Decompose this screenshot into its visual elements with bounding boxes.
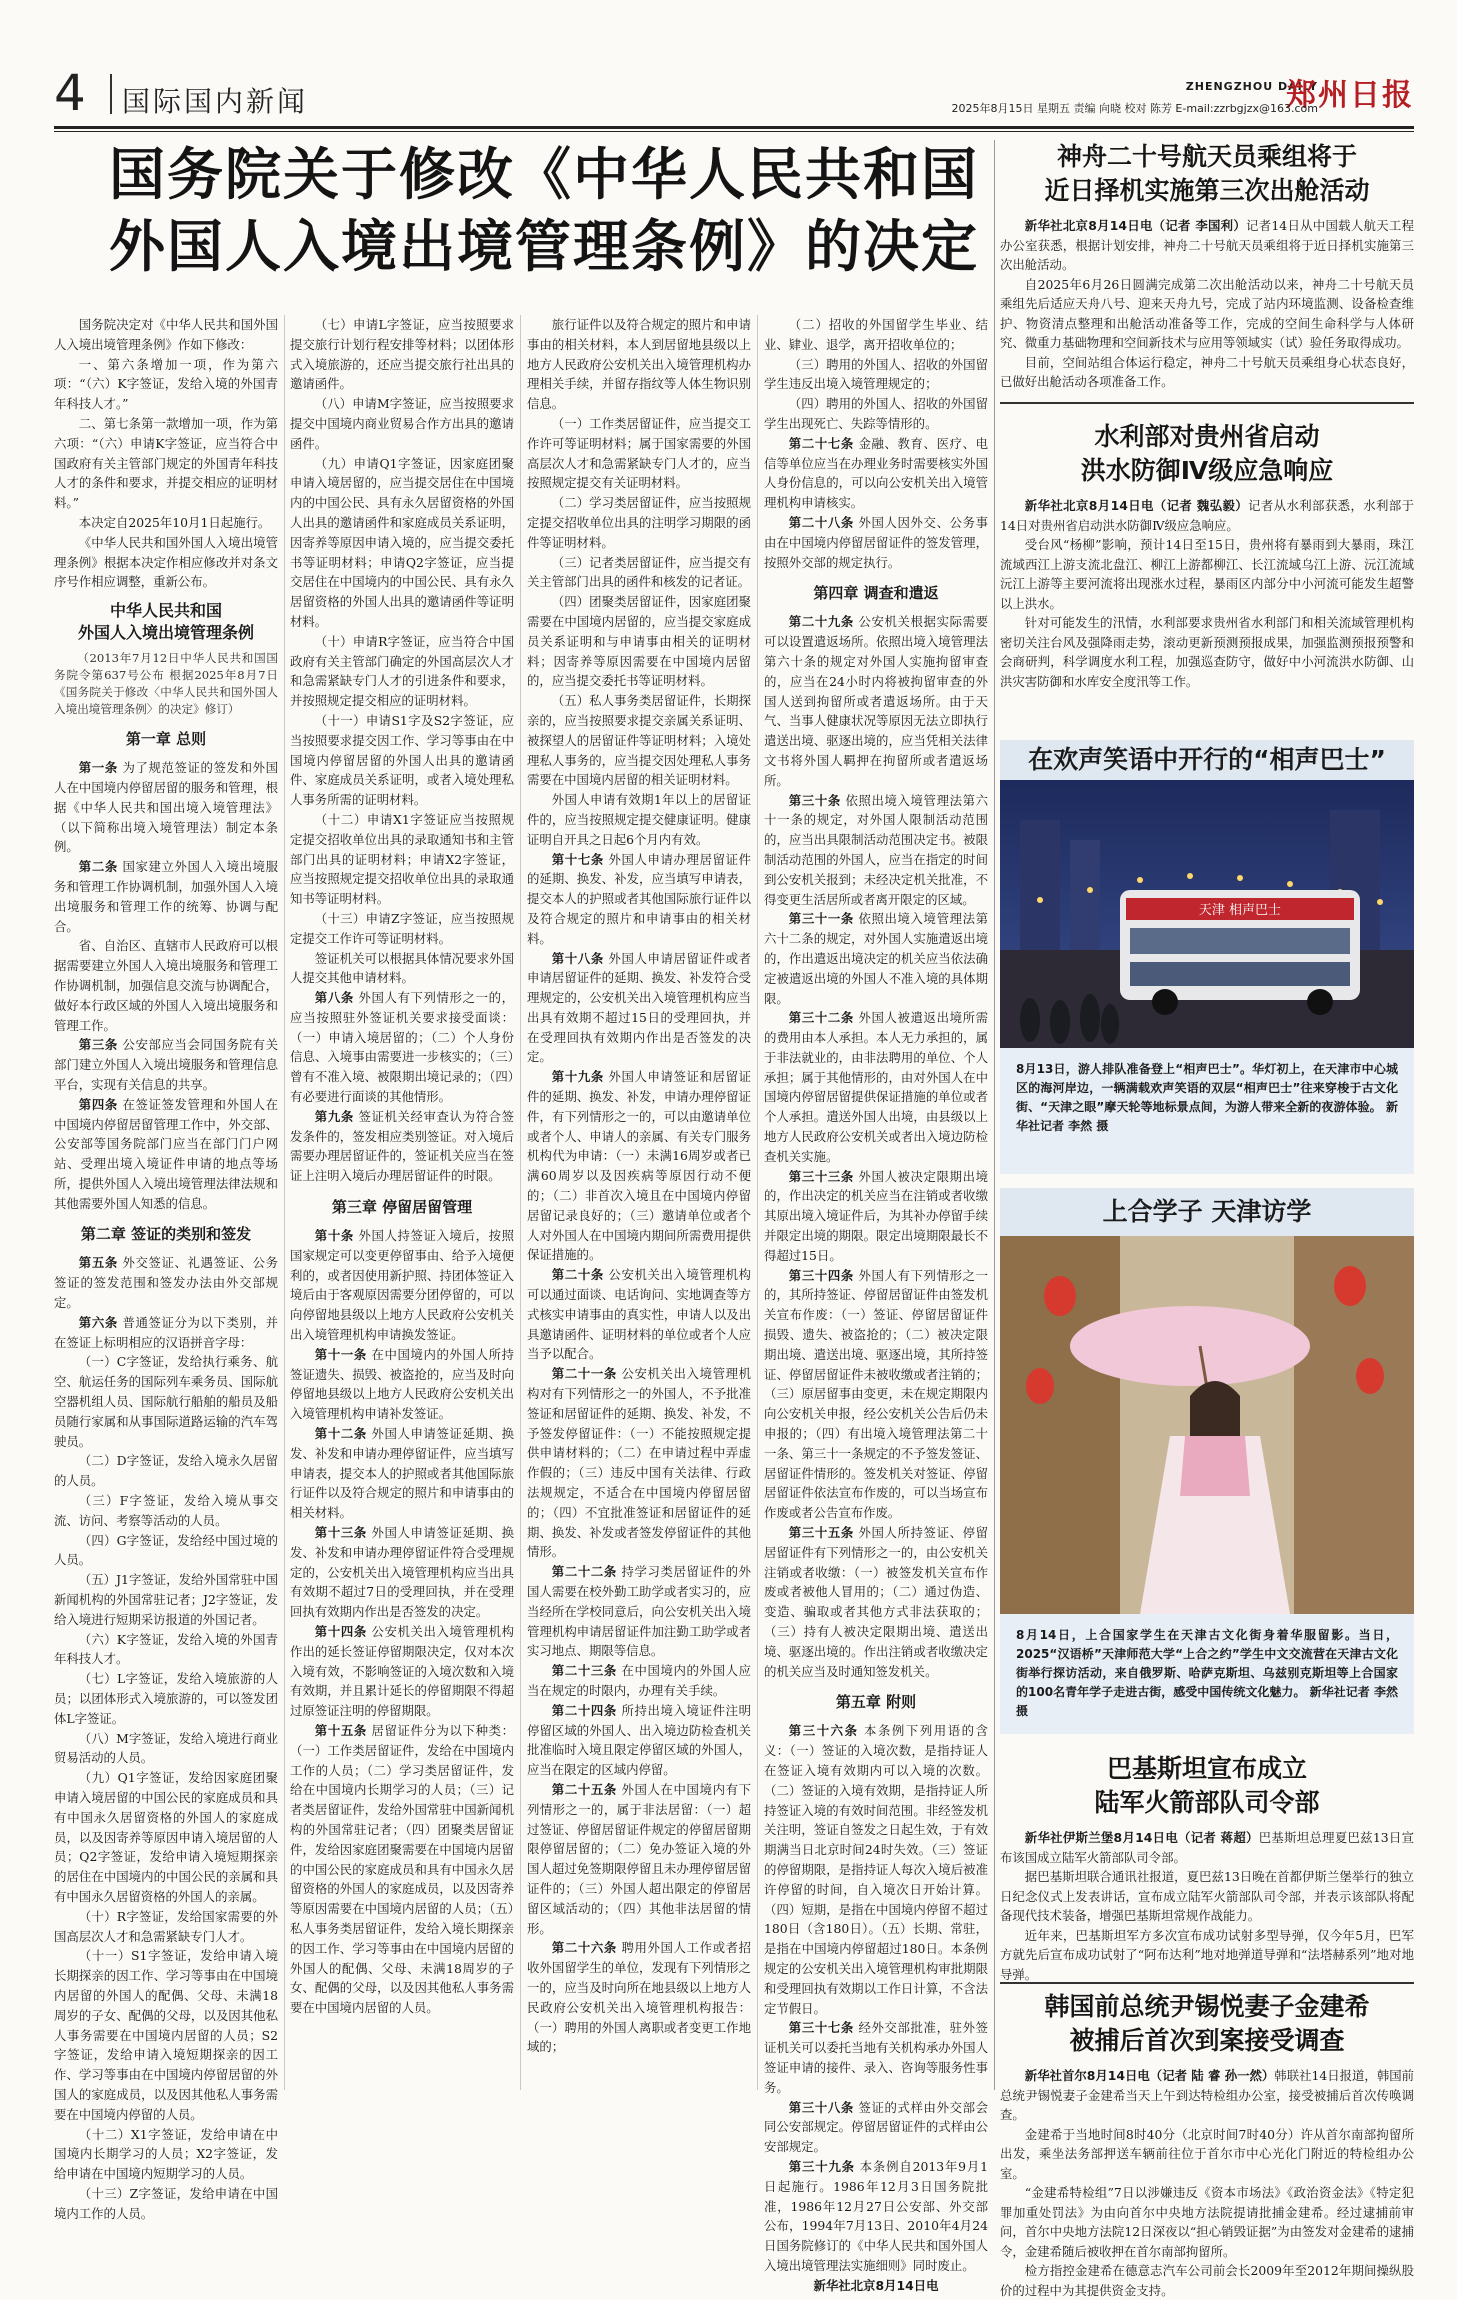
article-number: 第十七条: [551, 851, 604, 867]
paper-umbrella: [1070, 1306, 1310, 1386]
article-number: 第三十八条: [788, 2099, 854, 2115]
right-column-divider: [994, 140, 995, 2090]
article-paragraph: [764, 2018, 988, 2097]
article-number: 第十五条: [314, 1722, 367, 1738]
regulation-title-line1: 中华人民共和国: [109, 601, 222, 621]
list-item: （一）C字签证，发给执行乘务、航空、航运任务的国际列车乘务员、国际航空器机组人员、国际航行船舶的船员及船员随行家属和从事国际道路运输的汽车驾驶员。: [54, 1354, 278, 1449]
article-paragraph: [54, 1035, 278, 1094]
header-rule-thin: [54, 131, 1414, 132]
list-item: （七）L字签证，发给入境旅游的人员；以团体形式入境旅游的，可以签发团体L字签证。: [54, 1671, 278, 1726]
article-paragraph: [764, 513, 988, 572]
article-text: 外国人在中国境内有下列情形之一的，属于非法居留：（一）超过签证、停留居留证件规定的停留居留期限停留居留的；（二）免办签证入境的外国人超过免签期限停留且未办理停留居留证件的；（三）外国人超出限定的停留居留区域活动的；（四）其他非法居留的情形。: [527, 1781, 752, 1936]
article-text: 外国人被决定限期出境的，作出决定的机关应当在注销或者收缴其原出境入境证件后，为其补办停留手续并限定出境的期限。限定出境期限最长不得超过15日。: [764, 1168, 989, 1263]
list-item: （十三）Z字签证，发给申请在中国境内工作的人员。: [54, 2185, 278, 2221]
article-text: 经外交部批准，驻外签证机关可以委托当地有关机构承办外国人签证申请的接件、录入、咨询等服务性事务。: [764, 2020, 989, 2095]
headline-line: 近日择机实施第三次出舱活动: [1044, 176, 1370, 205]
list-item: 旅行证件以及符合规定的照片和申请事由的相关材料，本人到居留地县级以上地方人民政府公安机关出入境管理机构办理相关手续，并留存指纹等人体生物识别信息。: [527, 317, 751, 412]
article-number: 第二十一条: [551, 1366, 617, 1382]
intro-paragraph: 国务院决定对《中华人民共和国外国人入境出境管理条例》作如下修改：: [54, 317, 278, 352]
article-number: 第三十四条: [788, 1267, 854, 1283]
page-number: 4: [54, 64, 86, 122]
photo-credit: 新华社记者 李然 摄: [1016, 1100, 1398, 1133]
building: [1020, 820, 1060, 950]
article-number: 第十三条: [314, 1525, 367, 1541]
story-text: 巴基斯坦总理夏巴兹13日宣布该国成立陆军火箭部队司令部。: [1000, 1830, 1414, 1865]
article-paragraph: [527, 1067, 751, 1265]
article-text: 外国人持签证入境后，按照国家规定可以变更停留事由、给予入境便利的，或者因使用新护照、持团体签证入境后由于客观原因需要分团停留的，可以向停留地县级以上地方人民政府公安机关出入境管理机构申请换发签证。: [290, 1228, 515, 1343]
article-number: 第三十九条: [788, 2158, 855, 2174]
list-item: （六）K字签证，发给入境的外国青年科技人才。: [54, 1631, 278, 1667]
article-number: 第二条: [78, 859, 118, 875]
article-number: 第四条: [78, 1096, 118, 1112]
bus-upper-windows: [1130, 928, 1350, 954]
story-paragraph: 近年来，巴基斯坦军方多次宣布成功试射多型导弹，仅今年5月，巴军方就先后宣布成功试射了“阿布达利”地对地弹道导弹和“法塔赫系列”地对地导弹。: [1000, 1927, 1414, 1982]
article-number: 第八条: [314, 990, 354, 1006]
story-paragraph: 受台风“杨柳”影响，预计14日至15日，贵州将有暴雨到大暴雨，珠江流域西江上游支流北盘江、柳江上游都柳江、长江流域乌江上游、沅江流域沅江上游等主要河流将出现涨水过程，暴雨区内部分中小河流可能发生超警以上洪水。: [1000, 537, 1414, 611]
photo-caption: [1000, 1618, 1414, 1731]
story-paragraph: “金建希特检组”7日以涉嫌违反《资本市场法》《政治资金法》《特定犯罪加重处罚法》为由向首尔中央地方法院提请批捕金建希。经过逮捕前审问，首尔中央地方法院12日深夜以“担心销毁证据”为由签发对金建希的逮捕令，金建希随后被收押在首尔南部拘留所。: [1000, 2185, 1414, 2259]
article-paragraph: [290, 1424, 514, 1523]
photo-caption: [1000, 1052, 1414, 1146]
story-dateline: 新华社北京8月14日电（记者 魏弘毅）: [1024, 498, 1249, 513]
masthead-logo: 郑州日报: [1286, 78, 1414, 113]
hanfu-sash: [1180, 1436, 1250, 1496]
list-item: （二）D字签证，发给入境永久居留的人员。: [54, 1453, 278, 1489]
story-paragraph: [1000, 216, 1414, 275]
list-item: （三）记者类居留证件，应当提交有关主管部门出具的函件和核发的记者证。: [527, 554, 751, 590]
photo-headline: 在欢声笑语中开行的“相声巴士”: [1000, 740, 1414, 780]
article-text: 依照出境入境管理法第六十二条的规定，对外国人实施遣返出境的，作出遣返出境决定的机关应当依法确定被遣返出境的外国人不准入境的具体期限。: [764, 911, 989, 1006]
article-paragraph: [290, 1622, 514, 1721]
story-dateline: 新华社首尔8月14日电（记者 陆 睿 孙一然）: [1024, 2068, 1275, 2083]
story-text: 记者从水利部获悉，水利部于14日对贵州省启动洪水防御Ⅳ级应急响应。: [1000, 498, 1415, 533]
headline-line: 被捕后首次到案接受调查: [1069, 2026, 1345, 2055]
caption-text: 8月14日，上合国家学生在天津古文化街身着华服留影。当日，2025“汉语桥”天津师范大学“上合之约”学生中文交流营在天津古文化街举行探访活动，来自俄罗斯、哈萨克斯坦、乌兹别克斯坦等上合国家的100名青年学子走进古街，感受中国传统文化魅力。: [1016, 1628, 1398, 1699]
student-photo: [1000, 1236, 1414, 1614]
article-number: 第三十三条: [788, 1168, 854, 1184]
article-text: 外国人有下列情形之一的，应当按照驻外签证机关要求接受面谈：（一）申请入境居留的；（二）个人身份信息、入境事由需要进一步核实的；（三）曾有不准入境、被限期出境记录的；（四）有必要进行面谈的其他情形。: [290, 990, 515, 1105]
article-number: 第二十七条: [788, 435, 854, 451]
story-paragraph: [1000, 2066, 1414, 2125]
article-paragraph: [764, 1523, 988, 1681]
story-paragraph: 目前，空间站组合体运行稳定，神舟二十号航天员乘组身心状态良好，已做好出舱活动各项准备工作。: [1000, 354, 1414, 389]
article-text: 公安机关根据实际需要可以设置遣返场所。依照出境入境管理法第六十条的规定对外国人实施拘留审查的，应当在24小时内将被拘留审查的外国人送到拘留所或者遣返场所。由于天气、当事人健康状况等原因无法立即执行遣送出境、驱逐出境的，应当凭相关法律文书将外国人羁押在拘留所或者遣返场所。: [764, 614, 989, 788]
list-item: （九）申请Q1字签证，因家庭团聚申请入境居留的，应当提交居住在中国境内的中国公民、具有永久居留资格的外国人出具的邀请函件和家庭成员关系证明，因寄养等原因申请入境的，应当提交委托书等证明材料；申请Q2字签证，应当提交居住在中国境内的中国公民、具有永久居留资格的外国人出具的邀请函件等证明材料。: [290, 455, 514, 629]
article-text: 公安部应当会同国务院有关部门建立外国人入境出境服务和管理信息平台，实现有关信息的共享。: [54, 1037, 279, 1092]
story-paragraph: [1000, 1828, 1414, 1867]
article-text: 公安机关出入境管理机构作出的延长签证停留期限决定，仅对本次入境有效，不影响签证的入境次数和入境有效期，并且累计延长的停留期限不得超过原签证注明的停留期限。: [290, 1624, 515, 1719]
article-text: 外国人申请签证延期、换发、补发和申请办理停留证件符合受理规定的，公安机关出入境管理机构应当出具有效期不超过7日的受理回执，并在受理回执有效期内作出是否签发的决定。: [290, 1525, 515, 1620]
article-paragraph: [54, 857, 278, 936]
article-number: 第五条: [78, 1255, 118, 1271]
story-paragraph: 检方指控金建希在德意志汽车公司前会长2009年至2012年期间操纵股价的过程中为其提供资金支持。: [1000, 2263, 1414, 2298]
story-flood: [1000, 420, 1414, 691]
intro-paragraph: 《中华人民共和国外国人入境出境管理条例》根据本决定作相应修改并对条文序号作相应调整，重新公布。: [54, 534, 278, 590]
masthead-english: ZHENGZHOU DAILY: [1185, 80, 1318, 93]
story-paragraph: [1000, 496, 1414, 535]
article-number: 第十条: [314, 1228, 354, 1244]
article-text: 外国人有下列情形之一的，其所持签证、停留居留证件由签发机关宣布作废：（一）签证、停留居留证件损毁、遗失、被盗抢的；（二）被决定限期出境、遣送出境、驱逐出境，其所持签证、停留居留证件未被收缴或者注销的；（三）原居留事由变更，未在规定期限内向公安机关申报，经公安机关公告后仍未申报的；（四）有出境入境管理法第二十一条、第三十一条规定的不予签发签证、居留证件情形的。签发机关对签证、停留居留证件依法宣布作废的，可以当场宣布作废或者公告宣布作废。: [764, 1267, 989, 1521]
article-number: 第二十条: [551, 1267, 604, 1283]
article-number: 第三十条: [788, 792, 841, 808]
story-dateline: 新华社伊斯兰堡8月14日电（记者 蒋超）: [1024, 1830, 1259, 1845]
photo-credit: 新华社记者 李然 摄: [1016, 1685, 1398, 1718]
article-number: 第二十八条: [788, 514, 854, 530]
article-paragraph: [764, 2098, 988, 2157]
story-body: [1000, 1828, 1414, 1982]
bus-photo: [1000, 780, 1414, 1048]
article-number: 第二十九条: [788, 614, 854, 630]
list-item: （十三）申请Z字签证，应当按照规定提交工作许可等证明材料。: [290, 910, 514, 946]
photo-headline: 上合学子 天津访学: [1000, 1188, 1414, 1236]
article-text: 在中国境内的外国人应当在规定的时限内，办理有关手续。: [527, 1663, 752, 1698]
article-text: 居留证件分为以下种类：（一）工作类居留证件，发给在中国境内工作的人员；（二）学习类居留证件，发给在中国境内长期学习的人员；（三）记者类居留证件，发给外国常驻中国新闻机构的外国常驻记者；（四）团聚类居留证件，发给因家庭团聚需要在中国境内居留的中国公民的家庭成员和具有中国永久居留资格的外国人的家庭成员，以及因寄养等原因需要在中国境内居留的人员；（五）私人事务类居留证件，发给入境长期探亲的因工作、学习等事由在中国境内居留的外国人的配偶、父母、未满18周岁的子女、配偶的父母，以及因其他私人事务需要在中国境内居留的人员。: [290, 1722, 515, 2016]
article-text: 外国人所持签证、停留居留证件有下列情形之一的，由公安机关注销或者收缴：（一）被签发机关宣布作废或者被他人冒用的；（二）通过伪造、变造、骗取或者其他方式非法获取的；（三）持有人被决定限期出境、遣送出境、驱逐出境的。作出注销或者收缴决定的机关应当及时通知签发机关。: [764, 1525, 989, 1679]
article-text: 所持出境入境证件注明停留区域的外国人、出入境边防检查机关批准临时入境且限定停留区域的外国人，应当在限定的区域内停留。: [527, 1702, 752, 1778]
story-shenzhou: [1000, 140, 1414, 392]
list-item: 外国人申请有效期1年以上的居留证件的，应当按照规定提交健康证明。健康证明自开具之日起6个月内有效。: [527, 792, 751, 847]
bus-lower-windows: [1130, 962, 1350, 986]
chapter-heading: 第一章 总则: [125, 730, 207, 749]
article-paragraph: [290, 1226, 514, 1345]
article-number: 第十一条: [314, 1346, 367, 1362]
main-headline: [54, 140, 1034, 284]
article-paragraph: [764, 909, 988, 1008]
list-item: （十二）申请X1字签证应当按照规定提交招收单位出具的录取通知书和主管部门出具的证明材料；申请X2字签证，应当按照规定提交招收单位出具的录取通知书等证明材料。: [290, 811, 514, 907]
chapter-heading: 第五章 附则: [835, 1693, 917, 1712]
story-body: [1000, 2066, 1414, 2300]
article-number: 第二十二条: [551, 1564, 617, 1580]
article-paragraph: [527, 1701, 751, 1780]
headline-line: 洪水防御Ⅳ级应急响应: [1080, 456, 1334, 485]
story-body: [1000, 496, 1414, 691]
article-paragraph: [764, 1721, 988, 2018]
story-crosstalk-bus: [1000, 740, 1414, 1174]
article-paragraph: [764, 434, 988, 513]
list-item: （三）聘用的外国人、招收的外国留学生违反出境入境管理规定的；: [764, 356, 988, 392]
article-paragraph: [527, 949, 751, 1068]
article-paragraph: [764, 791, 988, 910]
list-item: （四）团聚类居留证件，因家庭团聚需要在中国境内居留的，应当提交家庭成员关系证明和与申请事由相关的证明材料；因寄养等原因需要在中国境内居留的，应当提交委托书等证明材料。: [527, 594, 751, 689]
list-item: （九）Q1字签证，发给因家庭团聚申请入境居留的中国公民的家庭成员和具有中国永久居留资格的外国人的家庭成员，以及因寄养等原因申请入境居留的人员；Q2字签证，发给申请入境短期探亲的居住在中国境内的中国公民的亲属和具有中国永久居留资格的外国人的亲属。: [54, 1770, 278, 1904]
building: [1070, 840, 1100, 950]
article-text: 签证机关经审查认为符合签发条件的，签发相应类别签证。对入境后需要办理居留证件的，签证机关应当在签证上注明入境后办理居留证件的时限。: [290, 1108, 515, 1184]
list-item: （三）F字签证，发给入境从事交流、访问、考察等活动的人员。: [54, 1493, 278, 1528]
article-text: 外国人申请签证延期、换发、补发和申请办理停留证件，应当填写申请表，提交本人的护照或者其他国际旅行证件以及符合规定的照片和申请事由的相关材料。: [290, 1426, 515, 1521]
list-item: （十）申请R字签证，应当符合中国政府有关主管部门确定的外国高层次人才和急需紧缺专门人才的引进条件和要求，并按照规定提交相应的证明材料。: [290, 633, 514, 709]
list-item: （五）私人事务类居留证件，长期探亲的，应当按照要求提交亲属关系证明、被探望人的居留证件等证明材料；入境处理私人事务的，应当提交因处理私人事务需要在中国境内居留的相关证明材料。: [527, 693, 751, 788]
article-paragraph: [54, 1253, 278, 1312]
article-number: 第三十七条: [788, 2020, 854, 2036]
story-sco-students: [1000, 1188, 1414, 1734]
bus-wheel: [1307, 989, 1333, 1015]
article-text: 外国人申请签证和居留证件的延期、换发、补发，申请办理停留证件，有下列情形之一的，可以由邀请单位或者个人、申请人的亲属、有关专门服务机构代为申请：（一）未满16周岁或者已满60周岁以及因疾病等原因行动不便的；（二）非首次入境且在中国境内停留居留记录良好的；（三）邀请单位或者个人对外国人在中国境内期间所需费用提供保证措施的。: [527, 1069, 752, 1263]
header-divider: [110, 74, 112, 114]
list-item: 签证机关可以根据具体情况要求外国人提交其他申请材料。: [290, 950, 514, 986]
intro-paragraph: 二、第七条第一款增加一项，作为第六项：“（六）申请K字签证，应当符合中国政府有关主管部门规定的外国青年科技人才的条件和要求，并提交相应的证明材料。”: [54, 415, 278, 511]
main-headline-line2: 外国人入境出境管理条例》的决定: [109, 215, 979, 280]
article-text: 本条例自2013年9月1日起施行。1986年12月3日国务院批准，1986年12月27日公安部、外交部公布，1994年7月13日、2010年4月24日国务院修订的《中华人民共和国外国人入境出境管理法实施细则》同时废止。: [764, 2158, 988, 2273]
article-text: 公安机关出入境管理机构可以通过面谈、电话询问、实地调查等方式核实申请事由的真实性，申请人以及出具邀请函件、证明材料的单位或者个人应当予以配合。: [527, 1267, 752, 1362]
column-divider: [520, 315, 521, 2090]
story-headline: [1000, 1990, 1414, 2058]
story-pakistan: [1000, 1752, 1414, 1982]
regulation-title-line2: 外国人入境出境管理条例: [77, 623, 254, 643]
article-paragraph: 省、自治区、直辖市人民政府可以根据需要建立外国人入境出境服务和管理工作协调机制，加强信息交流与协调配合，做好本行政区域的外国人入境出境服务和管理工作。: [54, 938, 278, 1033]
article-paragraph: [527, 1780, 751, 1938]
list-item: （十二）X1字签证，发给申请在中国境内长期学习的人员；X2字签证，发给申请在中国境内短期学习的人员。: [54, 2126, 278, 2182]
article-text: 在中国境内的外国人所持签证遗失、损毁、被盗抢的，应当及时向停留地县级以上地方人民政府公安机关出入境管理机构申请补发签证。: [290, 1346, 515, 1422]
article-number: 第三十六条: [788, 1723, 859, 1739]
article-text: 外国人因外交、公务事由在中国境内停留居留证件的签发管理，按照外交部的规定执行。: [764, 514, 989, 570]
list-item: （四）聘用的外国人、招收的外国留学生出现死亡、失踪等情形的。: [764, 396, 988, 431]
article-text: 外交签证、礼遇签证、公务签证的签发范围和签发办法由外交部规定。: [54, 1255, 279, 1311]
article-paragraph: [54, 1095, 278, 1214]
article-paragraph: [527, 1364, 751, 1562]
article-paragraph: [764, 1008, 988, 1166]
story-paragraph: 自2025年6月26日圆满完成第二次出舱活动以来，神舟二十号航天员乘组先后适应天舟八号、迎来天舟九号，完成了站内环境监测、设备检查维护、物资清点整理和出舱活动准备等工作，完成的空间生命科学与人体研究、微重力基础物理和空间新技术与应用等领域实（试）验任务取得成功。: [1000, 276, 1414, 350]
chapter-heading: 第四章 调查和遣返: [813, 584, 939, 603]
article-paragraph: [527, 1938, 751, 2057]
article-text: 依照出境入境管理法第六十一条的规定，对外国人限制活动范围的，应当出具限制活动范围决定书。被限制活动范围的外国人，应当在指定的时间到公安机关报到；未经决定机关批准，不得变更生活居所或者离开限定的区域。: [764, 792, 989, 907]
story-paragraph: 针对可能发生的汛情，水利部要求贵州省水利部门和相关流域管理机构密切关注台风及强降雨走势，滚动更新预测预报成果，加强监测预报预警和会商研判，科学调度水利工程，加强巡查防守，做好中小河流洪水防御、山洪灾害防御和水库安全度汛等工作。: [1000, 615, 1414, 689]
article-paragraph: [764, 1266, 988, 1523]
list-item: （七）申请L字签证，应当按照要求提交旅行计划行程安排等材料；以团体形式入境旅游的，还应当提交旅行社出具的邀请函件。: [290, 317, 514, 392]
regulation-note: （2013年7月12日中华人民共和国国务院令第637号公布 根据2025年8月7日《国务院关于修改〈中华人民共和国外国人入境出境管理条例〉的决定》修订）: [54, 651, 278, 717]
list-item: （十一）S1字签证，发给申请入境长期探亲的因工作、学习等事由在中国境内居留的外国人的配偶、父母、未满18周岁的子女、配偶的父母，以及因其他私人事务需要在中国境内居留的人员；S2字签证，发给申请入境短期探亲的因工作、学习等事由在中国境内停留居留的外国人的家庭成员，以及因其他私人事务需要在中国境内停留的人员。: [54, 1948, 278, 2122]
source-line: 新华社北京8月14日电: [813, 2277, 939, 2293]
headline-line: 韩国前总统尹锡悦妻子金建希: [1044, 1992, 1370, 2021]
chapter-heading: 第二章 签证的类别和签发: [80, 1225, 252, 1244]
article-text: 在签证签发管理和外国人在中国境内停留居留管理工作中，外交部、公安部等国务院部门应当在部门门户网站、受理出境入境证件申请的地点等场所，提供外国人入境出境管理法律法规和其他需要外国人知悉的信息。: [54, 1096, 279, 1211]
list-item: （二）招收的外国留学生毕业、结业、肄业、退学，离开招收单位的；: [764, 317, 988, 352]
article-number: 第十四条: [314, 1624, 367, 1639]
column-divider: [284, 315, 285, 2090]
headline-line: 水利部对贵州省启动: [1094, 422, 1320, 451]
article-paragraph: [764, 1167, 988, 1266]
article-paragraph: [290, 988, 514, 1107]
list-item: （十一）申请S1字及S2字签证，应当按照要求提交因工作、学习等事由在中国境内停留居留的外国人出具的邀请函件、家庭成员关系证明，或者入境处理私人事务所需的证明材料。: [290, 712, 514, 808]
main-headline-line1: 国务院关于修改《中华人民共和国: [109, 143, 979, 208]
article-text: 签证的式样由外交部会同公安部规定。停留居留证件的式样由公安部规定。: [764, 2099, 989, 2155]
header-rule: [54, 126, 1414, 129]
article-paragraph: [527, 1661, 751, 1701]
headline-line: 神舟二十号航天员乘组将于: [1056, 142, 1357, 171]
headline-line: 陆军火箭部队司令部: [1094, 1788, 1320, 1817]
story-dateline: 新华社北京8月14日电（记者 李国利）: [1024, 218, 1247, 233]
article-text: 外国人申请居留证件或者申请居留证件的延期、换发、补发符合受理规定的，公安机关出入境管理机构应当出具有效期不超过15日的受理回执，并在受理回执有效期内作出是否签发的决定。: [527, 950, 752, 1065]
caption-text: 8月13日，游人排队准备登上“相声巴士”。华灯初上，在天津市中心城区的海河岸边，一辆满载欢声笑语的双层“相声巴士”往来穿梭于古文化街、“天津之眼”摩天轮等地标景点间，为游人带来全新的夜游体验。: [1016, 1062, 1398, 1114]
article-number: 第六条: [78, 1314, 118, 1330]
article-paragraph: [290, 1721, 514, 2018]
article-number: 第三条: [78, 1037, 118, 1053]
article-number: 第十八条: [551, 950, 604, 966]
story-korea: [1000, 1990, 1414, 2298]
article-number: 第三十二条: [788, 1010, 854, 1026]
article-paragraph: [290, 1523, 514, 1622]
article-column-3: [527, 315, 751, 2090]
intro-paragraph: 本决定自2025年10月1日起施行。: [78, 514, 271, 530]
section-title: 国际国内新闻: [122, 85, 309, 118]
story-paragraph: 金建希于当地时间8时40分（北京时间7时40分）许从首尔南部拘留所出发，乘坐法务部押送车辆前往位于首尔市中心光化门附近的特检组办公室。: [1000, 2126, 1414, 2181]
article-number: 第二十六条: [551, 1940, 617, 1956]
list-item: （八）申请M字签证，应当按照要求提交中国境内商业贸易合作方出具的邀请函件。: [290, 396, 514, 451]
story-body: [1000, 216, 1414, 392]
story-headline: [1000, 140, 1414, 208]
article-text: 普通签证分为以下类别，并在签证上标明相应的汉语拼音字母：: [54, 1314, 279, 1350]
article-paragraph: [764, 2157, 988, 2276]
student-hair: [1190, 1381, 1240, 1436]
article-text: 持学习类居留证件的外国人需要在校外勤工助学或者实习的，应当经所在学校同意后，向公安机关出入境管理机构申请居留证件加注勤工助学或者实习地点、期限等信息。: [527, 1564, 752, 1659]
article-number: 第二十三条: [551, 1663, 617, 1679]
story-text: 韩联社14日报道，韩国前总统尹锡悦妻子金建希当天上午到达特检组办公室，接受被捕后首次传唤调查。: [1000, 2068, 1414, 2122]
article-column-2: [290, 315, 514, 2090]
article-number: 第三十一条: [788, 911, 854, 927]
regulation-title: [54, 600, 278, 644]
article-paragraph: [764, 612, 988, 790]
article-paragraph: [290, 1107, 514, 1186]
story-paragraph: 据巴基斯坦联合通讯社报道，夏巴兹13日晚在首都伊斯兰堡举行的独立日纪念仪式上发表讲话，宣布成立陆军火箭部队司令部，并表示该部队将配备现代技术装备，增强巴基斯坦常规作战能力。: [1000, 1869, 1414, 1923]
article-text: 外国人申请办理居留证件的延期、换发、补发，应当填写申请表，提交本人的护照或者其他国际旅行证件以及符合规定的照片和申请事由的相关材料。: [527, 851, 752, 946]
article-paragraph: [54, 758, 278, 857]
article-text: 聘用外国人工作或者招收外国留学生的单位，发现有下列情形之一的，应当及时向所在地县级以上地方人民政府公安机关出入境管理机构报告：（一）聘用的外国人离职或者变更工作地域的；: [527, 1940, 752, 2055]
article-text: 本条例下列用语的含义：（一）签证的入境次数，是指持证人在签证入境有效期内可以入境的次数。（二）签证的入境有效期，是指持证人所持签证入境的有效时间范围。非经签发机关注明，签证自签发之日起生效，于有效期满当日北京时间24时失效。（三）签证的停留期限，是指持证人每次入境后被准许停留的时间，自入境次日开始计算。（四）短期，是指在中国境内停留不超过180日（含180日）。（五）长期、常驻，是指在中国境内停留超过180日。本条例规定的公安机关出入境管理机构审批期限和受理回执有效期以工作日计算，不含法定节假日。: [764, 1723, 988, 2016]
page-header: [54, 66, 1414, 126]
right-column: [1000, 140, 1415, 2298]
list-item: （二）学习类居留证件，应当按照规定提交招收单位出具的注明学习期限的函件等证明材料。: [527, 495, 751, 550]
article-number: 第二十五条: [551, 1781, 617, 1797]
story-rule: [1000, 1982, 1414, 1984]
story-rule: [1000, 402, 1414, 404]
article-column-1: [54, 315, 279, 2221]
article-number: 第十二条: [314, 1426, 367, 1442]
list-item: （十）R字签证，发给国家需要的外国高层次人才和急需紧缺专门人才。: [54, 1908, 278, 1944]
article-text: 公安机关出入境管理机构对有下列情形之一的外国人，不予批准签证和居留证件的延期、换发、补发，不予签发停留证件：（一）不能按照规定提供申请材料的；（二）在申请过程中弄虚作假的；（三）违反中国有关法律、行政法规规定，不适合在中国境内停留居留的；（四）不宜批准签证和居留证件的延期、换发、补发或者签发停留证件的其他情形。: [527, 1366, 752, 1560]
intro-paragraph: 一、第六条增加一项，作为第六项：“（六）K字签证，发给入境的外国青年科技人才。”: [54, 356, 278, 412]
article-paragraph: [54, 1313, 278, 1353]
column-divider: [757, 315, 758, 2090]
article-paragraph: [527, 850, 751, 949]
issue-dateline: 2025年8月15日 星期五 责编 向晓 校对 陈芳 E-mail:zzrbgjzx@163.com: [951, 102, 1318, 115]
story-text: 记者14日从中国载人航天工程办公室获悉，根据计划安排，神舟二十号航天员乘组将于近日择机实施第三次出舱活动。: [1000, 218, 1414, 272]
list-item: （八）M字签证，发给入境进行商业贸易活动的人员。: [54, 1730, 278, 1766]
article-text: 为了规范签证的签发和外国人在中国境内停留居留的服务和管理，根据《中华人民共和国出境入境管理法》（以下简称出境入境管理法）制定本条例。: [54, 760, 279, 855]
article-paragraph: [527, 1562, 751, 1661]
article-number: 第十九条: [551, 1069, 604, 1085]
article-number: 第三十五条: [788, 1525, 854, 1541]
story-headline: [1000, 1752, 1414, 1820]
article-paragraph: [527, 1265, 751, 1364]
article-number: 第一条: [78, 760, 118, 776]
chapter-heading: 第三章 停留居留管理: [331, 1198, 473, 1217]
article-paragraph: [290, 1345, 514, 1424]
bus-banner-text: 天津 相声巴士: [1198, 903, 1282, 918]
story-headline: [1000, 420, 1414, 488]
article-number: 第二十四条: [551, 1702, 617, 1718]
headline-line: 巴基斯坦宣布成立: [1106, 1754, 1307, 1783]
list-item: （五）J1字签证，发给外国常驻中国新闻机构的外国常驻记者；J2字签证，发给入境进行短期采访报道的外国记者。: [54, 1572, 278, 1627]
article-text: 外国人被遣返出境所需的费用由本人承担。本人无力承担的，属于非法就业的，由非法聘用的单位、个人承担；属于其他情形的，由对外国人在中国境内停留居留提供保证措施的单位或者个人承担。遣送外国人出境，由县级以上地方人民政府公安机关或者出入境边防检查机关实施。: [764, 1010, 989, 1164]
bus-wheel: [1152, 989, 1178, 1015]
article-text: 国家建立外国人入境出境服务和管理工作协调机制，加强外国人入境出境服务和管理工作的统筹、协调与配合。: [54, 859, 279, 934]
article-text: 金融、教育、医疗、电信等单位应当在办理业务时需要核实外国人身份信息的，可以向公安机关出入境管理机构申请核实。: [764, 435, 989, 511]
list-item: （一）工作类居留证件，应当提交工作许可等证明材料；属于国家需要的外国高层次人才和急需紧缺专门人才的，应当按照规定提交有关证明材料。: [527, 415, 751, 491]
article-column-4: [764, 315, 989, 2293]
list-item: （四）G字签证，发给经中国过境的人员。: [54, 1532, 278, 1568]
article-number: 第九条: [314, 1108, 354, 1124]
